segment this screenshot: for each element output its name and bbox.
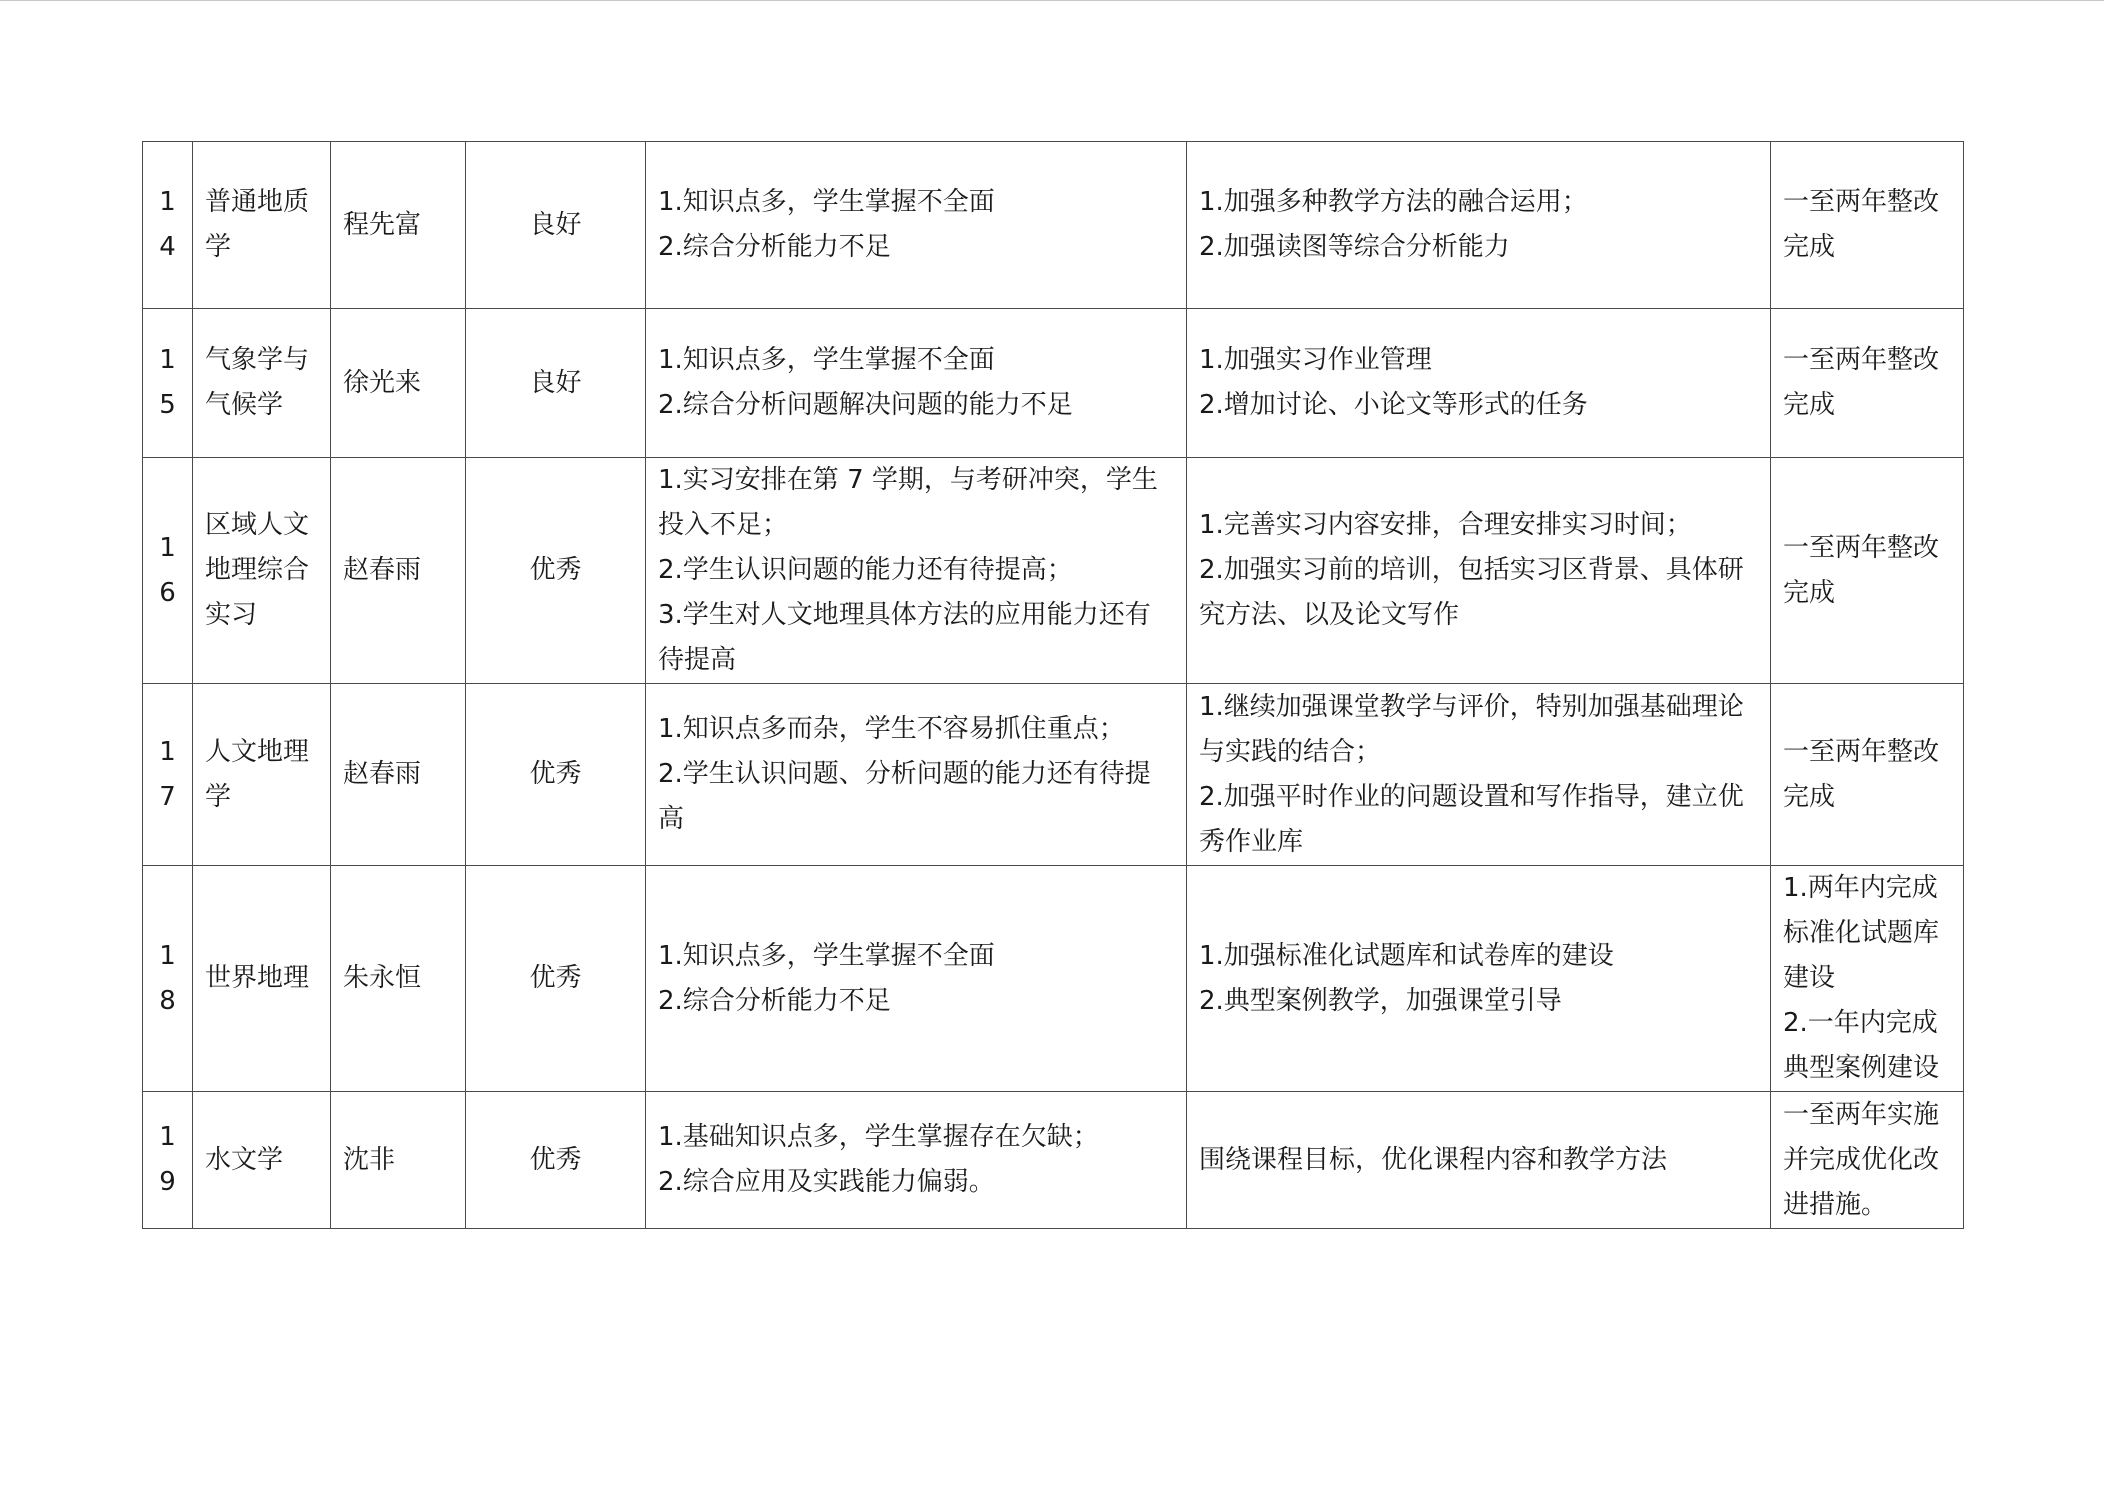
problems-cell: 1.实习安排在第 7 学期，与考研冲突，学生投入不足； 2.学生认识问题的能力还有待提高； 3.学生对人文地理具体方法的应用能力还有待提高 <box>646 458 1187 684</box>
problems-cell: 1.基础知识点多，学生掌握存在欠缺； 2.综合应用及实践能力偏弱。 <box>646 1092 1187 1229</box>
timeline-cell: 一至两年整改完成 <box>1771 309 1964 458</box>
evaluation-grade: 良好 <box>466 142 646 309</box>
teacher-name: 赵春雨 <box>331 458 466 684</box>
table-row <box>143 1092 1964 1229</box>
teacher-name: 程先富 <box>331 142 466 309</box>
course-name: 普通地质学 <box>193 142 331 309</box>
evaluation-grade: 优秀 <box>466 684 646 866</box>
timeline-cell: 1.两年内完成标准化试题库建设 2.一年内完成典型案例建设 <box>1771 866 1964 1092</box>
measures-cell: 围绕课程目标，优化课程内容和教学方法 <box>1187 1092 1771 1229</box>
course-name: 人文地理学 <box>193 684 331 866</box>
rectification-table <box>142 141 1964 1229</box>
course-name: 世界地理 <box>193 866 331 1092</box>
row-number: 1 6 <box>143 458 193 684</box>
measures-cell: 1.加强多种教学方法的融合运用； 2.加强读图等综合分析能力 <box>1187 142 1771 309</box>
problems-cell: 1.知识点多，学生掌握不全面 2.综合分析能力不足 <box>646 142 1187 309</box>
table-row <box>143 866 1964 1092</box>
row-number: 1 4 <box>143 142 193 309</box>
evaluation-grade: 优秀 <box>466 866 646 1092</box>
problems-cell: 1.知识点多，学生掌握不全面 2.综合分析能力不足 <box>646 866 1187 1092</box>
row-number: 1 9 <box>143 1092 193 1229</box>
problems-cell: 1.知识点多，学生掌握不全面 2.综合分析问题解决问题的能力不足 <box>646 309 1187 458</box>
row-number: 1 5 <box>143 309 193 458</box>
problems-cell: 1.知识点多而杂，学生不容易抓住重点； 2.学生认识问题、分析问题的能力还有待提高 <box>646 684 1187 866</box>
measures-cell: 1.加强标准化试题库和试卷库的建设 2.典型案例教学，加强课堂引导 <box>1187 866 1771 1092</box>
table-row <box>143 684 1964 866</box>
table-row <box>143 458 1964 684</box>
evaluation-grade: 优秀 <box>466 1092 646 1229</box>
measures-cell: 1.加强实习作业管理 2.增加讨论、小论文等形式的任务 <box>1187 309 1771 458</box>
teacher-name: 徐光来 <box>331 309 466 458</box>
evaluation-grade: 优秀 <box>466 458 646 684</box>
course-name: 气象学与气候学 <box>193 309 331 458</box>
teacher-name: 赵春雨 <box>331 684 466 866</box>
teacher-name: 沈非 <box>331 1092 466 1229</box>
timeline-cell: 一至两年实施并完成优化改进措施。 <box>1771 1092 1964 1229</box>
table-row <box>143 309 1964 458</box>
evaluation-grade: 良好 <box>466 309 646 458</box>
page-top-edge <box>0 0 2104 1</box>
timeline-cell: 一至两年整改完成 <box>1771 458 1964 684</box>
row-number: 1 8 <box>143 866 193 1092</box>
teacher-name: 朱永恒 <box>331 866 466 1092</box>
course-name: 区域人文地理综合实习 <box>193 458 331 684</box>
measures-cell: 1.继续加强课堂教学与评价，特别加强基础理论与实践的结合； 2.加强平时作业的问题设置和写作指导，建立优秀作业库 <box>1187 684 1771 866</box>
course-name: 水文学 <box>193 1092 331 1229</box>
timeline-cell: 一至两年整改完成 <box>1771 142 1964 309</box>
timeline-cell: 一至两年整改完成 <box>1771 684 1964 866</box>
table-row <box>143 142 1964 309</box>
measures-cell: 1.完善实习内容安排，合理安排实习时间； 2.加强实习前的培训，包括实习区背景、具体研究方法、以及论文写作 <box>1187 458 1771 684</box>
row-number: 1 7 <box>143 684 193 866</box>
